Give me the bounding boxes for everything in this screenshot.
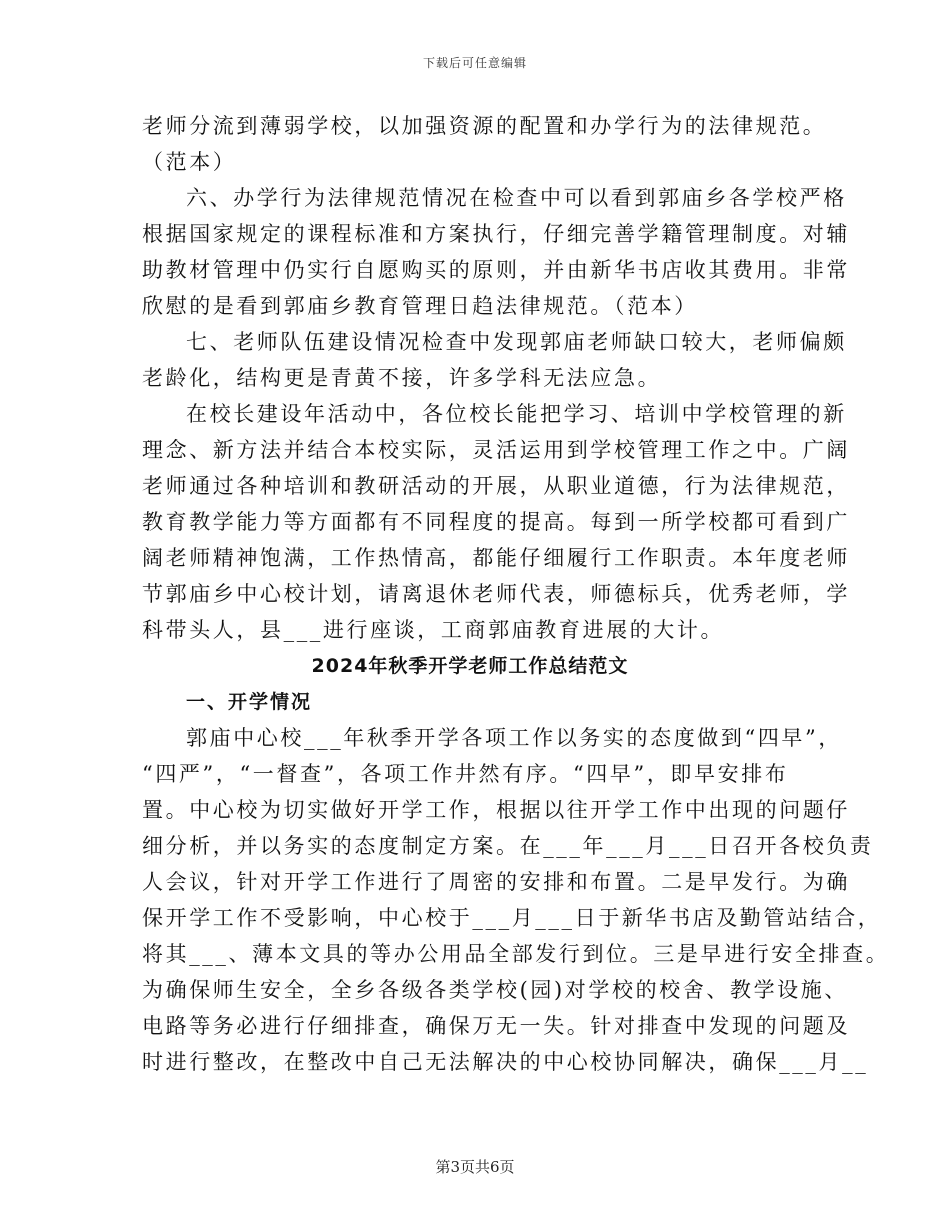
paragraph-line: 老师分流到薄弱学校，以加强资源的配置和办学行为的法律规范。 bbox=[142, 114, 827, 138]
paragraph-line: 郭庙中心校___年秋季开学各项工作以务实的态度做到“四早”， bbox=[186, 726, 842, 750]
paragraph-line: 教育教学能力等方面都有不同程度的提高。每到一所学校都可看到广 bbox=[142, 510, 850, 534]
paragraph-line: 时进行整改，在整改中自己无法解决的中心校协同解决，确保___月__ bbox=[142, 1050, 869, 1074]
paragraph-line: 科带头人，县___进行座谈，工商郭庙教育进展的大计。 bbox=[142, 618, 725, 642]
paragraph-line: 助教材管理中仍实行自愿购买的原则，并由新华书店收其费用。非常 bbox=[142, 258, 850, 282]
paragraph-line: 节郭庙乡中心校计划，请离退休老师代表，师德标兵，优秀老师，学 bbox=[142, 582, 850, 606]
paragraph-line: 老龄化，结构更是青黄不接，许多学科无法应急。 bbox=[142, 366, 662, 390]
paragraph-line: 理念、新方法并结合本校实际，灵活运用到学校管理工作之中。广阔 bbox=[142, 438, 850, 462]
section-heading: 一、开学情况 bbox=[186, 691, 313, 713]
document-body bbox=[142, 108, 890, 1080]
paragraph-line: 七、老师队伍建设情况检查中发现郭庙老师缺口较大，老师偏颇 bbox=[186, 330, 847, 354]
paragraph-line: 在校长建设年活动中，各位校长能把学习、培训中学校管理的新 bbox=[186, 402, 847, 426]
paragraph-line: 保开学工作不受影响，中心校于___月___日于新华书店及勤管站结合， bbox=[142, 906, 882, 930]
page-header: 下载后可任意编辑 bbox=[422, 56, 527, 70]
page-number: 第3页共6页 bbox=[435, 1158, 515, 1176]
paragraph-line: 根据国家规定的课程标准和方案执行，仔细完善学籍管理制度。对辅 bbox=[142, 222, 850, 246]
paragraph-line: 电路等务必进行仔细排查，确保万无一失。针对排查中发现的问题及 bbox=[142, 1014, 850, 1038]
article-title: 2024年秋季开学老师工作总结范文 bbox=[311, 655, 629, 677]
paragraph-line: 欣慰的是看到郭庙乡教育管理日趋法律规范。（范本） bbox=[142, 294, 698, 318]
paragraph-line: 为确保师生安全，全乡各级各类学校(园)对学校的校舍、教学设施、 bbox=[142, 978, 848, 1002]
paragraph-line: 置。中心校为切实做好开学工作，根据以往开学工作中出现的问题仔 bbox=[142, 798, 850, 822]
paragraph-line: （范本） bbox=[142, 150, 237, 174]
paragraph-line: 细分析，并以务实的态度制定方案。在___年___月___日召开各校负责 bbox=[142, 834, 874, 858]
paragraph-line: 人会议，针对开学工作进行了周密的安排和布置。二是早发行。为确 bbox=[142, 870, 850, 894]
paragraph-line: 老师通过各种培训和教研活动的开展，从职业道德，行为法律规范， bbox=[142, 474, 850, 498]
paragraph-line: 阔老师精神饱满，工作热情高，都能仔细履行工作职责。本年度老师 bbox=[142, 546, 850, 570]
paragraph-line: “四严”，“一督查”，各项工作井然有序。“四早”，即早安排布 bbox=[142, 762, 789, 786]
paragraph-line: 六、办学行为法律规范情况在检查中可以看到郭庙乡各学校严格 bbox=[186, 186, 847, 210]
paragraph-line: 将其___、薄本文具的等办公用品全部发行到位。三是早进行安全排查。 bbox=[142, 942, 890, 966]
